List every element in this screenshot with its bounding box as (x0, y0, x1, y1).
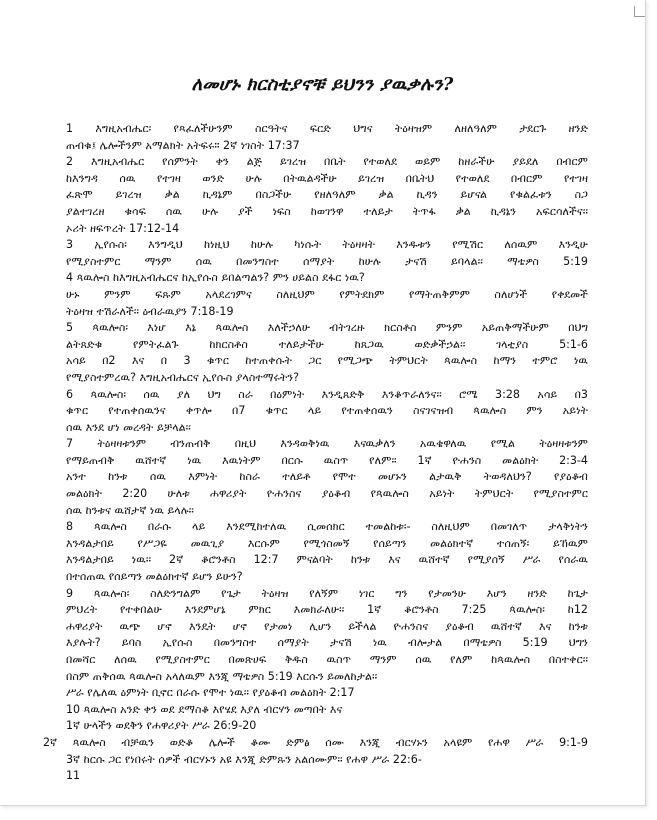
text-line: እያሉት? ይባስ ኢየሱስ በመንግስተ ሰማያት ታናሽ ነዉ ብሎታል በማቴዎስ 5:19 ህግን (66, 636, 588, 650)
document-body (43, 121, 588, 785)
text-line: አሳይ በ2 እና በ 3 ቁጥር ከተጠቀሱት ጋር የሚጋጭ ትምህርት ጳዉሎስ ከማን ተምሮ ነዉ (66, 354, 588, 368)
text-line: ሰዉ እንደ ሆነ መረዳት ይቻላል፡፡ (66, 420, 191, 434)
text-line: በስም ጠቅሰዉ ጳዉሎስ አላለዉም እንጂ ማቴዎስ 5:19 እርሱን ይመለከታል፡፡ (66, 669, 378, 683)
text-line: የማይጠብቅ ዉሸተኛ ነዉ እዉነትም በርሱ ዉስጥ የለም፡፡ 1ኛ ዮሐንስ መልዕክት 2:3-4 (66, 453, 588, 467)
text-line: እንዳልታበይ ነዉ፡፡ 2ኛ ቆሮንቶስ 12:7 ምናልባት ከንቱ እና ዉሸተኛ የሚያሰኝ ሥራ የሰራዉ (66, 553, 588, 567)
text-line: 5 ጳዉሎስ፡ እነሆ እኔ ጳዉሎስ እለችኃለሁ ብትገረዙ ክርስቶስ ምንም አይጠቅማችሁም በህግ (66, 321, 588, 335)
text-line: 8 ጳዉሎስ በራሱ ላይ እንደሚከተለዉ ሲመሰክር ተመልከቱ፡- ስለዚህም በመገለጥ ታላቅነትን (66, 520, 588, 534)
text-line: 1 እግዚአብሔር፡ የጻፈለችሁንም ስርዓትና ፍርድ ህግና ትዕዛዝም ለዘለዓለም ታደርጉ ዘንድ (66, 122, 588, 135)
text-line: 1ኛ ሁላችን ወደቅን የሐዋሪያት ሥራ 26:9-20 (66, 719, 257, 733)
text-line: አንተ ከንቱ ሰዉ እምነት ከስራ ተለይቶ የሞተ መሆኑን ልታዉቅ ትወዳለህን? የያዕቆብ (66, 470, 588, 484)
text-line: 2ኛ ጳዉሎስ ብቻዉን ወድቆ ሌሎች ቆሙ ድምፅ ሰሙ እንጂ ብርሃኑን አላዩም የሐዋ ሥራ 9:1-9 (43, 735, 588, 749)
text-line: የሚያስተምር ማንም ሰዉ በመንግስተ ሰማያት ከሁሉ ታናሽ ይባላል፡፡ ማቴዎስ 5:19 (66, 254, 588, 268)
text-line: ምህረት የተቀበልሁ እንደምሆኔ ምክር እመክራለሁ፡፡ 1ኛ ቆሮንቶስ 7:25 ጳዉሎስ፡ ከ12 (66, 603, 588, 617)
text-line: ትዕዛዝ ተሽራለች፡፡ ዕብራዉያን 7:18-19 (66, 304, 234, 318)
text-line: 11 (66, 769, 81, 783)
document-title: ለመሆኑ ክርስቲያኖቹ ይህንን ያዉቃሉን? (191, 74, 454, 95)
text-line: ኦሪት ዘፍጥረት 17:12-14 (66, 221, 180, 235)
text-line: 3 ኢየሱስ፡ እንግዲህ ከነዚህ ከሁሉ ካነሱት ትዕዛዛት እንዱቱን የሚሽር ለሰዉም እንዲሁ (66, 238, 588, 252)
corner-crop-mark (634, 6, 645, 17)
text-line: 4 ጳዉሎስ ከእግዚአብሔርና ከኢየሱስ ይበልጣልን? ምን ሀይልስ ደፋር ነዉ? (66, 271, 365, 285)
text-line: 6 ጳዉሎስ፡ ሰዉ ያለ ህግ ስራ በዕምነት እንዲጸድቅ እንቆጥራለንና፡፡ ሮሜ 3:28 አሳይ በ3 (66, 387, 588, 401)
text-line: 10 ጳዉሎስ አንድ ቀን ወደ ደማስቆ እየሄደ እያለ ብርሃን መጣበት እና (66, 702, 343, 716)
text-line: የሚያስተምረዉ? እግዚአብሔርና ኢየሱስ ያላስተማሩትን? (66, 370, 300, 384)
text-line: በመሻር ለሰዉ የሚያስተምር በመጽሀፍ ቅዱስ ዉስጥ ማንም ሰዉ የለም ከጳዉሎስ በስተቀር፡፡ (66, 653, 588, 666)
text-line: ሥራ የሌለዉ ዕምነት ቢኖር በራሱ የሞተ ነዉ፡፡ የያዕቆብ መልዕክት 2:17 (66, 686, 355, 700)
text-line: ሁኑ ምንም ፍጹም አላደረገምና ስለዚህም የምትደክም የማትጠቅምም ስለሆነች የቀደመች (66, 287, 588, 301)
text-line: ሰዉ ከንቱና ዉሸታኛ ነዉ ይላሉ፡፡ (66, 503, 194, 517)
text-line: ቁጥር የተጠቀሰዉንና ቀጥሎ በ7 ቁጥር ላይ የተጠቀሰዉን ስናገናዝብ ጳዉሎስ ምን አይነት (66, 404, 588, 418)
text-line: 7 ትዕዛዛቱንም ብንጠብቅ በዚህ እንዳወቅነዉ እናዉቃለን አዉቄዋለዉ የሚል ትዕዛዛቱንም (66, 437, 588, 451)
text-line: እንዳልታበይ የሥጋዬ መዉጊያ እርሱም የሚጎስመኝ የሰይጣን መልዕክተኛ ተሰጠኝ፡ ይኸዉም (66, 536, 588, 550)
text-line: 2 እግዚአብሔር የሰምንት ቀን ልጅ ይገረዝ በቤት የተወለደ ወይም ከዘራችሁ ያይደለ በብርም (66, 155, 588, 169)
text-line: በተሰጠዉ የሰይጣን መልዕክተኛ ይሆን ይሁን? (66, 570, 243, 584)
text-line: ከእንግዳ ሰዉ የተገዛ ወንድ ሁሉ በትዉልዳችሁ ይገረዝ በቤትህ የተወለደ በብርም የተገዛ (66, 171, 588, 185)
text-line: ያልተገረዘ ቁሳፍ ሰዉ ሁሉ ያች ነፍስ ከወገንዋ ተለይታ ትጥፋ ቃል ኪዳኔን አፍርሳለችና፡፡ (66, 204, 588, 218)
text-line: ሐዋሪያት ዉጭ ሆኖ እንዴት ሆኖ የታመነ ሊሆን ይችላል ዮሐንስና ያዕቆብ ዉሸተኛ እና ከንቱ (66, 619, 588, 633)
text-line: ጠብቁ፤ ሌሎችንም አማልክት አትፍሩ። 2ኛ ነገስት 17:37 (66, 138, 300, 152)
text-line: 3ኛ ከርሱ ጋር የነበሩት ሰዎች ብርሃኑን አዩ እንጂ ድምጹን አልሰሙም፡፡ የሐዋ ሥራ 22:6- (66, 752, 422, 766)
text-line: ፈጽሞ ይገረዝ ቃል ኪዳኔም በስጋችሁ የዘለዓለም ቃል ኪዳን ይሆናል የቁልፈቱን ስጋ (66, 188, 588, 202)
text-line: ልትጸድቁ የምትፈልጉ ከክርስቶስ ተለይታችሁ ከጸጋዉ ወድቃችኃል፡፡ ገላቲያስ 5:1-6 (66, 337, 588, 351)
text-line: መልዕክት 2:20 ሁለቱ ሐዋሪያት ዮሐንስና ያዕቆብ የጳዉሎስ አይነት ትምህርት የሚያስተምር (66, 487, 588, 501)
text-line: 9 ጳዉሎስ፡ ስለድንግልም የጌታ ትዕዛዝ የለኝም ነገር ግን የታመንሁ እሆን ዘንድ ከጌታ (66, 586, 588, 600)
